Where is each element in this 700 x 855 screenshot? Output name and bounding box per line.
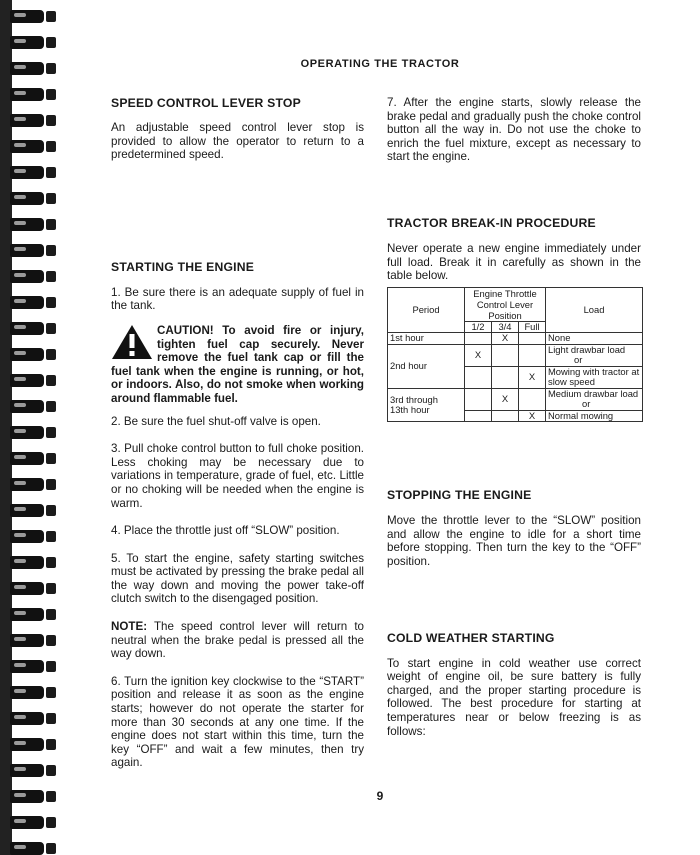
- breakin-heading: TRACTOR BREAK-IN PROCEDURE: [387, 215, 596, 230]
- cell-load: Normal mowing: [546, 410, 643, 422]
- speed-control-text: An adjustable speed control lever stop is provided to allow the operator to return to a predetermined speed.: [111, 121, 364, 162]
- binding-coil: [0, 36, 58, 49]
- step-2: 2. Be sure the fuel shut-off valve is open.: [111, 414, 321, 428]
- right-column: [387, 96, 641, 738]
- cell-mark: X: [492, 388, 519, 410]
- binding-coil: [0, 530, 58, 543]
- spiral-binding: [0, 0, 44, 855]
- caution-block: [111, 324, 364, 406]
- cell-period: 3rd through 13th hour: [388, 388, 465, 422]
- binding-coil: [0, 88, 58, 101]
- binding-coil: [0, 166, 58, 179]
- binding-coil: [0, 686, 58, 699]
- binding-coil: [0, 348, 58, 361]
- step-4: 4. Place the throttle just off “SLOW” position.: [111, 524, 340, 538]
- note-text: The speed control lever will return to neutral when the brake pedal is pressed all the way down.: [111, 620, 364, 661]
- warning-triangle-icon: [111, 324, 153, 360]
- step-5: 5. To start the engine, safety starting switches must be activated by pressing the brake pedal all the way down and moving the power take-off clutch switch to the disengaged position.: [111, 551, 364, 606]
- header-half: 1/2: [465, 321, 492, 333]
- starting-heading: STARTING THE ENGINE: [111, 259, 255, 274]
- note-label: NOTE:: [111, 620, 148, 634]
- binding-coil: [0, 764, 58, 777]
- binding-coil: [0, 582, 58, 595]
- caution-text: CAUTION! To avoid fire or injury, tighten fuel cap securely. Never remove the fuel tank cap or fill the fuel tank when the engine is running, or hot, or indoors. Also, do not smoke when working around flammable fuel.: [111, 323, 364, 405]
- cold-weather-heading: COLD WEATHER STARTING: [387, 630, 555, 645]
- binding-coil: [0, 452, 58, 465]
- header-load: Load: [546, 287, 643, 333]
- binding-coil: [0, 634, 58, 647]
- binding-coil: [0, 296, 58, 309]
- binding-coil: [0, 400, 58, 413]
- cell-mark: X: [465, 344, 492, 366]
- step-6: 6. Turn the ignition key clockwise to the “START” position and release it as soon as the engine starts; however do not operate the starter for more than 30 seconds at any one time. If the engine does not start within this time, turn the key “OFF” and wait a few minutes, then try again.: [111, 674, 364, 770]
- page-number: 9: [376, 789, 384, 803]
- binding-coil: [0, 218, 58, 231]
- table-row: [388, 344, 643, 366]
- header-full: Full: [519, 321, 546, 333]
- table-row: [388, 333, 643, 345]
- cell-period: 2nd hour: [388, 344, 465, 388]
- cell-load: Medium drawbar load or: [546, 388, 643, 410]
- step-1: 1. Be sure there is an adequate supply of fuel in the tank.: [111, 285, 364, 313]
- binding-coil: [0, 114, 58, 127]
- binding-coil: [0, 244, 58, 257]
- binding-coil: [0, 712, 58, 725]
- cell-load: Light drawbar load or: [546, 344, 643, 366]
- header-three-quarter: 3/4: [492, 321, 519, 333]
- step-7: 7. After the engine starts, slowly release the brake pedal and gradually push the choke control button all the way in. Do not use the choke to enrich the fuel mixture, except as necessary to start the engine.: [387, 96, 641, 164]
- binding-coil: [0, 270, 58, 283]
- cell-load: None: [546, 333, 643, 345]
- stopping-text: Move the throttle lever to the “SLOW” position and allow the engine to idle for a short time before stopping. Then turn the key to the “OFF” position.: [387, 514, 641, 569]
- header-period: Period: [388, 287, 465, 333]
- page-header: OPERATING THE TRACTOR: [300, 58, 460, 70]
- binding-coil: [0, 10, 58, 23]
- binding-coil: [0, 556, 58, 569]
- cell-load: Mowing with tractor at slow speed: [546, 366, 643, 388]
- step-3: 3. Pull choke control button to full choke position. Less choking may be necessary due to variations in temperature, grade of fuel, etc. Little or no choking will be needed when the engine is warm.: [111, 442, 364, 510]
- table-row: [388, 388, 643, 410]
- cell-mark: X: [492, 333, 519, 345]
- binding-coil: [0, 478, 58, 491]
- binding-coil: [0, 504, 58, 517]
- stopping-heading: STOPPING THE ENGINE: [387, 488, 532, 503]
- cell-period: 1st hour: [388, 333, 465, 345]
- header-throttle: Engine Throttle Control Lever Position: [465, 287, 546, 321]
- binding-coil: [0, 140, 58, 153]
- binding-coil: [0, 374, 58, 387]
- speed-control-heading: SPEED CONTROL LEVER STOP: [111, 96, 301, 110]
- binding-coil: [0, 738, 58, 751]
- binding-coil: [0, 426, 58, 439]
- binding-coil: [0, 608, 58, 621]
- left-column: [111, 96, 364, 770]
- binding-coil: [0, 322, 58, 335]
- binding-coil: [0, 816, 58, 829]
- cell-mark: X: [519, 366, 546, 388]
- binding-coil: [0, 192, 58, 205]
- cell-mark: X: [519, 410, 546, 422]
- binding-coil: [0, 660, 58, 673]
- breakin-text: Never operate a new engine immediately under full load. Break it in carefully as shown in the table below.: [387, 241, 641, 283]
- binding-coil: [0, 842, 58, 855]
- note-paragraph: [111, 620, 364, 661]
- breakin-table: [387, 287, 643, 423]
- cold-weather-text: To start engine in cold weather use correct weight of engine oil, be sure battery is fully charged, and the proper starting procedure is followed. The best procedure for starting at temperatures near or below freezing is as follows:: [387, 656, 641, 738]
